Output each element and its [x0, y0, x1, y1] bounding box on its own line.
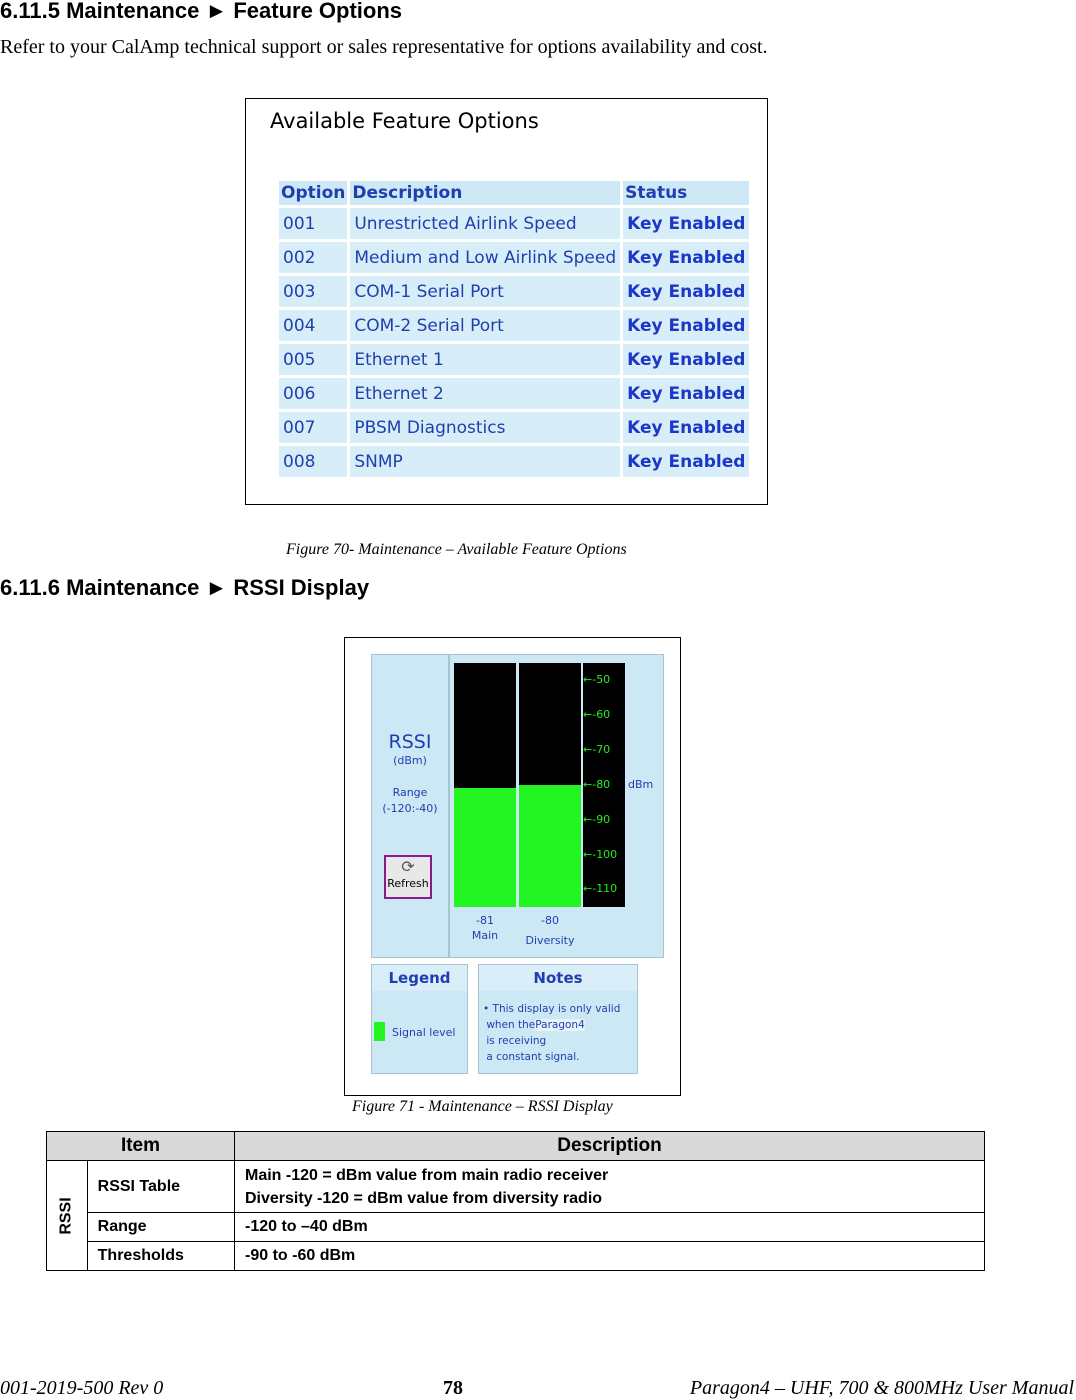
status-cell: Key Enabled: [623, 378, 749, 409]
description-cell: SNMP: [350, 446, 620, 477]
scale-tick: ←-90: [583, 813, 611, 826]
status-cell: Key Enabled: [623, 276, 749, 307]
description-cell: COM-2 Serial Port: [350, 310, 620, 341]
item-cell: Range: [87, 1213, 234, 1242]
description-cell: Ethernet 2: [350, 378, 620, 409]
diversity-bar-track: [519, 663, 581, 907]
status-cell: Key Enabled: [623, 412, 749, 443]
description-cell: Ethernet 1: [350, 344, 620, 375]
table-row: [47, 1161, 985, 1213]
status-cell: Key Enabled: [623, 446, 749, 477]
main-bar-track: [454, 663, 516, 907]
table-row: [279, 276, 749, 307]
scale-tick: ←-110: [583, 882, 618, 895]
option-cell: 005: [279, 344, 347, 375]
status-cell: Key Enabled: [623, 310, 749, 341]
figure-title: Available Feature Options: [270, 109, 539, 133]
scale-tick: ←-100: [583, 848, 618, 861]
table-row: [279, 446, 749, 477]
rssi-display-figure: [344, 637, 681, 1096]
range-value: (-120:-40): [382, 802, 438, 815]
header-status: Status: [623, 181, 749, 205]
scale-tick: ←-70: [583, 743, 611, 756]
header-option: Option: [281, 183, 346, 203]
main-readout: -81 Main: [471, 914, 499, 942]
notes-box: [478, 964, 638, 1074]
option-cell: 006: [279, 378, 347, 409]
header-description: Description: [350, 181, 620, 205]
group-cell: RSSI: [47, 1161, 88, 1271]
header-description: Description: [235, 1132, 985, 1161]
table-row: [279, 208, 749, 239]
legend-item-label: Signal level: [392, 1026, 456, 1039]
option-cell: 003: [279, 276, 347, 307]
diversity-signal-bar: [519, 785, 581, 907]
option-cell: 008: [279, 446, 347, 477]
footer-manual-title: Paragon4 – UHF, 700 & 800MHz User Manual: [689, 1377, 1074, 1399]
refresh-label: Refresh: [387, 877, 429, 890]
main-signal-bar: [454, 788, 516, 907]
option-cell: 007: [279, 412, 347, 443]
rssi-description-table: [46, 1131, 985, 1271]
scale-tick: ←-50: [583, 673, 611, 686]
unit-label: (dBm): [393, 754, 427, 767]
option-cell: 004: [279, 310, 347, 341]
option-cell: 001: [279, 208, 347, 239]
feature-options-figure: [245, 98, 768, 505]
refresh-button[interactable]: [384, 855, 432, 899]
table-row: [279, 412, 749, 443]
table-row: [47, 1213, 985, 1242]
dbm-scale: [583, 663, 625, 907]
description-cell: Unrestricted Airlink Speed: [350, 208, 620, 239]
status-cell: Key Enabled: [623, 208, 749, 239]
table-row: [279, 310, 749, 341]
figure-71-caption: Figure 71 - Maintenance – RSSI Display: [352, 1098, 613, 1115]
rssi-info-panel: [371, 654, 449, 958]
rssi-label: RSSI: [388, 731, 432, 753]
section-heading-rssi-display: 6.11.6 Maintenance ► RSSI Display: [0, 575, 370, 600]
rssi-meter-panel: [449, 654, 664, 958]
diversity-readout: -80 Diversity: [525, 914, 575, 947]
footer-doc-number: 001-2019-500 Rev 0: [0, 1377, 164, 1399]
description-cell: -120 to –40 dBm: [235, 1213, 985, 1242]
notes-title: Notes: [479, 965, 637, 991]
description-cell: PBSM Diagnostics: [350, 412, 620, 443]
notes-text: • This display is only valid when theParagon4 is receiving a constant signal.: [483, 1003, 621, 1063]
legend-title: Legend: [372, 965, 467, 991]
description-cell: Main -120 = dBm value from main radio receiver Diversity -120 = dBm value from diversity radio: [235, 1161, 985, 1213]
item-cell: RSSI Table: [87, 1161, 234, 1213]
feature-options-table: [276, 178, 752, 480]
table-row: [279, 242, 749, 273]
description-cell: -90 to -60 dBm: [235, 1242, 985, 1271]
legend-box: [371, 964, 468, 1074]
option-cell: 002: [279, 242, 347, 273]
range-label: Range: [392, 786, 428, 799]
scale-unit-label: dBm: [628, 778, 654, 791]
scale-tick: ←-80: [583, 778, 611, 791]
status-cell: Key Enabled: [623, 242, 749, 273]
table-row: [279, 344, 749, 375]
figure-70-caption: Figure 70- Maintenance – Available Feature Options: [286, 541, 627, 558]
section-heading-feature-options: 6.11.5 Maintenance ► Feature Options: [0, 0, 403, 23]
signal-legend-swatch: [374, 1022, 385, 1041]
status-cell: Key Enabled: [623, 344, 749, 375]
scale-tick: ←-60: [583, 708, 611, 721]
page-number: 78: [443, 1377, 463, 1399]
description-cell: Medium and Low Airlink Speed: [350, 242, 620, 273]
description-cell: COM-1 Serial Port: [350, 276, 620, 307]
section-body-text: Refer to your CalAmp technical support or sales representative for options availability and cost.: [0, 36, 768, 58]
refresh-icon: ⟳: [401, 857, 415, 876]
item-cell: Thresholds: [87, 1242, 234, 1271]
header-item: Item: [47, 1132, 235, 1161]
table-row: [279, 378, 749, 409]
table-row: [47, 1242, 985, 1271]
